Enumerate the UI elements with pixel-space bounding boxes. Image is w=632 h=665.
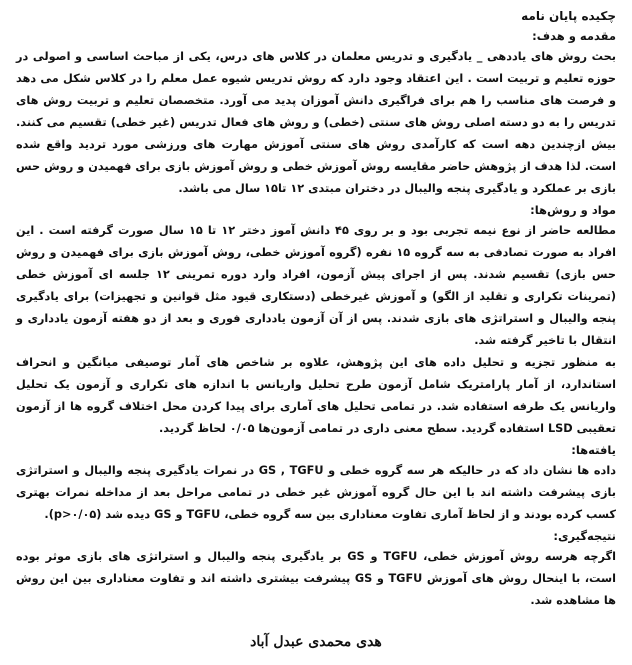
section-label-results: یافته‌ها: xyxy=(571,443,616,457)
section-results xyxy=(16,440,616,526)
section-label-introduction: مقدمه و هدف: xyxy=(532,29,616,43)
paragraph-results: داده ها نشان داد که در حالیکه هر سه گروه خطی و GS , TGFU در نمرات یادگیری پنجه والیبال و استراتژی بازی پیشرفت داشته اند با این حال گروه آموزش غیر خطی در تمامی مراحل بعد از مداخله نمرات بهتری کسب کرده بودند و از لحاظ آماری تفاوت معناداری بین سه گروه خطی، TGFU و GS دیده شد (p>۰/۰۵). xyxy=(16,464,616,521)
section-conclusion xyxy=(16,526,616,612)
section-introduction xyxy=(16,26,616,200)
section-label-methods: مواد و روش‌ها: xyxy=(530,203,616,217)
section-methods xyxy=(16,200,616,440)
document-title: چکیده پایان نامه xyxy=(521,9,616,23)
paragraph-methods-design: مطالعه حاضر از نوع نیمه تجربی بود و بر روی ۴۵ دانش آموز دختر ۱۲ تا ۱۵ سال صورت گرفته است . این افراد به صورت تصادفی به سه گروه ۱۵ نفره (گروه آموزش خطی، روش آموزش بازی برای فهمیدن و روش حس بازی) تقسیم شدند. پس از اجرای پیش آزمون، افراد وارد دوره تمرینی ۱۲ جلسه ای آموزش خطی (تمرینات تکراری و تقلید از الگو) و آموزش غیرخطی (دستکاری قیود مثل قوانین و تجهیزات) برای یادگیری پنجه والیبال و استراتژی های بازی شدند. پس از آن آزمون یادداری فوری و بعد از دو هفته آزمون یادداری و انتقال با تاخیر گرفته شد. xyxy=(16,224,616,347)
paragraph-conclusion: اگرچه هرسه روش آموزش خطی، TGFU و GS بر یادگیری پنجه والیبال و استراتژی های بازی موثر بوده است، با اینحال روش های آموزش TGFU و GS پیشرفت بیشتری داشته اند و تفاوت معناداری بین این روش ها مشاهده شد. xyxy=(16,550,616,607)
section-label-conclusion: نتیجه‌گیری: xyxy=(553,529,616,543)
author-name: هدی محمدی عبدل آباد xyxy=(250,634,382,650)
paragraph-introduction: بحث روش های یاددهی _ یادگیری و تدریس معلمان در کلاس های درس، یکی از مباحث اساسی و اصولی در حوزه تعلیم و تربیت است . این اعتقاد وجود دارد که روش تدریس شیوه عمل معلم را در کلاس شکل می دهد و فرصت های مناسب را هم برای فراگیری دانش آموزان پدید می آورد. متخصصان تعلیم و تربیت روش های تدریس را به دو دسته اصلی روش های سنتی (خطی) و روش های فعال تدریس (غیر خطی) تقسیم می کنند. بیش ازچندین دهه است که کارآمدی روش های سنتی آموزش مهارت های ورزشی مورد تردید واقع شده است. لذا هدف از پژوهش حاضر مقایسه روش آموزش خطی و روش آموزش بازی برای فهمیدن و روش حس بازی بر عملکرد و یادگیری پنجه والیبال در دختران مبتدی ۱۲ تا۱۵ سال می باشد. xyxy=(16,50,616,195)
paragraph-methods-analysis: به منظور تجزیه و تحلیل داده های این پژوهش، علاوه بر شاخص های آمار توصیفی میانگین و انحراف استاندارد، از آمار پارامتریک شامل آزمون طرح تحلیل واریانس با اندازه های تکراری و آزمون یک تحلیل واریانس یک طرفه استفاده شد. در تمامی تحلیل های آماری برای پیدا کردن محل اختلاف گروه ها از آزمون تعقیبی LSD استفاده گردید. سطح معنی داری در تمامی آزمون‌ها ۰/۰۵ لحاظ گردید. xyxy=(16,356,616,435)
